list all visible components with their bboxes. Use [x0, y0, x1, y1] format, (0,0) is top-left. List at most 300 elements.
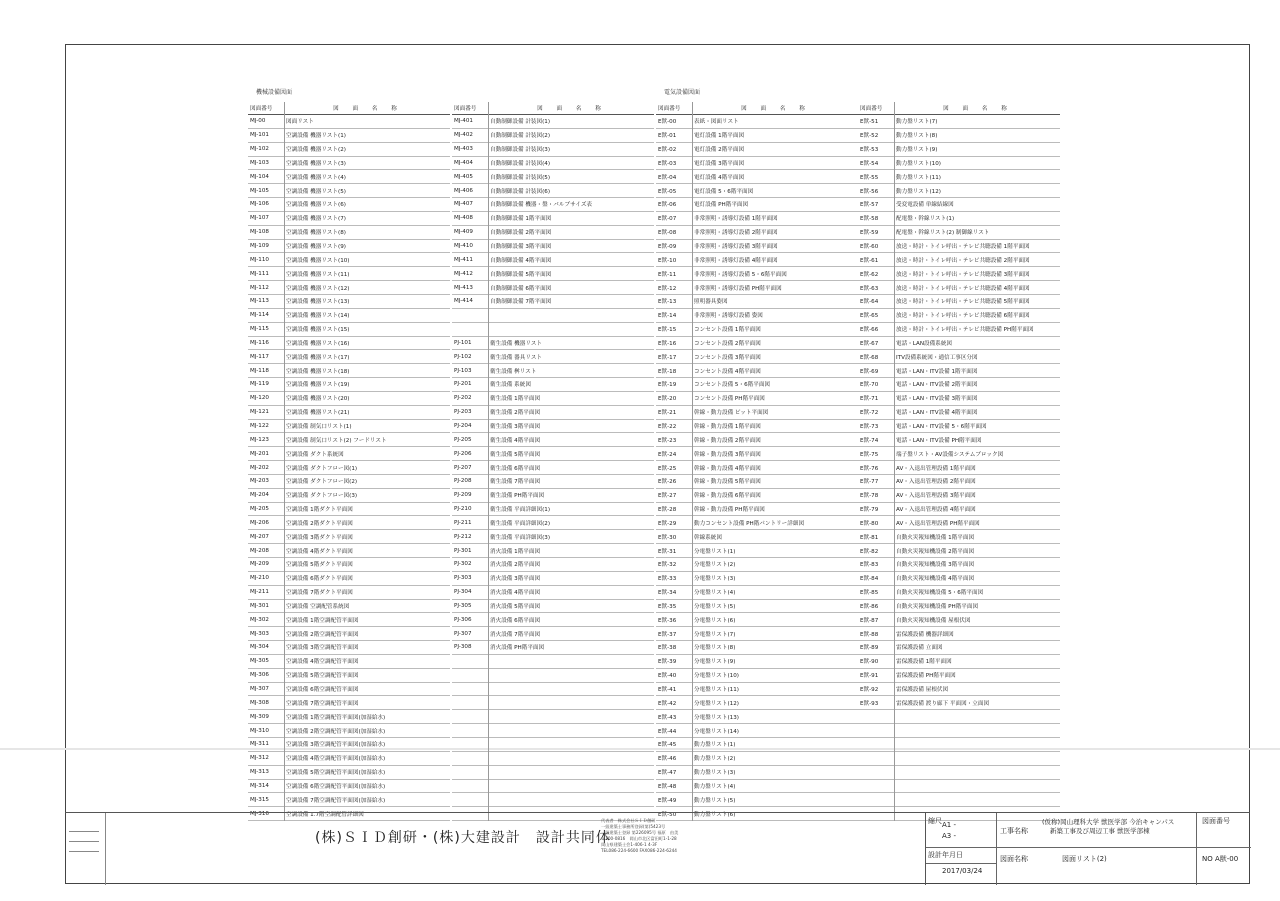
drawing-number-cell: PJ-207 — [454, 464, 472, 471]
table-row — [858, 641, 1060, 655]
table-row — [452, 738, 654, 752]
drawing-number-cell: MJ-204 — [250, 492, 269, 499]
drawing-name-cell: 空調設備 1.7階空調配管詳細図 — [286, 811, 364, 818]
drawing-name-cell: 図面リスト — [286, 119, 314, 126]
table-row — [858, 710, 1060, 724]
drawing-name-cell: ITV設備系統図・通信工事区分図 — [896, 354, 978, 361]
drawing-number-cell: MJ-110 — [250, 256, 269, 263]
drawing-name-cell: コンセント設備 2階平面図 — [694, 340, 761, 347]
drawing-name-cell: 電灯設備 2階平面図 — [694, 147, 745, 154]
drawing-name-cell: 空調設備 機器リスト(12) — [286, 285, 350, 292]
drawing-number-cell: E獣-21 — [658, 410, 677, 417]
table-row — [248, 503, 450, 517]
drawing-number-cell: PJ-304 — [454, 589, 472, 596]
drawing-number-cell: MJ-114 — [250, 312, 269, 319]
table-row — [858, 724, 1060, 738]
drawing-number-cell: MJ-305 — [250, 658, 269, 665]
drawing-name-cell: 空調設備 7階空調配管平面図 — [286, 700, 359, 707]
drawing-name-cell: コンセント設備 4階平面図 — [694, 368, 761, 375]
table-row — [452, 295, 654, 309]
drawing-name-cell: 電話・LAN設備系統図 — [896, 340, 953, 347]
drawing-name-cell: 電話・LAN・ITV設備 1階平面図 — [896, 368, 978, 375]
table-row — [248, 558, 450, 572]
drawing-name-cell: 消火設備 2階平面図 — [490, 562, 541, 569]
drawing-number-cell: MJ-123 — [250, 436, 269, 443]
table-row — [858, 198, 1060, 212]
drawing-number-cell: PJ-305 — [454, 602, 472, 609]
drawing-name-cell: 動力盤リスト(10) — [896, 160, 941, 167]
table-row — [656, 544, 858, 558]
drawing-name-cell: 分電盤リスト(3) — [694, 576, 736, 583]
header-name: 図 面 名 称 — [741, 106, 811, 112]
table-row — [858, 226, 1060, 240]
drawing-number-cell: MJ-115 — [250, 326, 269, 333]
drawing-name-cell: 放送・時計・トイレ呼出・テレビ共聴設備 5階平面図 — [896, 299, 1030, 306]
column-divider — [894, 102, 895, 821]
list-column-1 — [248, 102, 450, 821]
drawing-name-cell: 分電盤リスト(1) — [694, 548, 736, 555]
drawing-number-cell: PJ-206 — [454, 450, 472, 457]
drawing-name-cell: 衛生設備 平面詳細図(2) — [490, 520, 551, 527]
table-row — [248, 710, 450, 724]
table-row — [248, 544, 450, 558]
drawing-name-cell: 空調設備 5階空調配管平面図 — [286, 673, 359, 680]
drawing-name-cell: AV・入退出管理設備 4階平面図 — [896, 507, 976, 514]
drawing-name-cell: 空調設備 制気口リスト(2) フードリスト — [286, 437, 387, 444]
table-row — [248, 253, 450, 267]
table-row — [858, 267, 1060, 281]
drawing-name-cell: 放送・時計・トイレ呼出・テレビ共聴設備 PH階平面図 — [896, 327, 1034, 334]
drawing-name-cell: 空調設備 機器リスト(5) — [286, 188, 346, 195]
drawing-number-cell: E獣-29 — [658, 520, 677, 527]
drawing-number-cell: PJ-209 — [454, 492, 472, 499]
column-divider — [692, 102, 693, 821]
table-row — [858, 115, 1060, 129]
company-name: (株)ＳＩＤ創研・(株)大建設計 設計共同体 — [315, 830, 611, 846]
table-row — [452, 572, 654, 586]
table-row — [248, 793, 450, 807]
table-row — [248, 752, 450, 766]
drawing-name-cell: 空調設備 機器リスト(10) — [286, 257, 350, 264]
drawing-name-cell: 非常照明・誘導灯設備 5・6階平面図 — [694, 271, 787, 278]
drawing-name-cell: 放送・時計・トイレ呼出・テレビ共聴設備 3階平面図 — [896, 271, 1030, 278]
drawing-name-cell: 空調設備 機器リスト(11) — [286, 271, 350, 278]
table-row — [452, 392, 654, 406]
drawing-name-cell: 消火設備 PH階平面図 — [490, 645, 545, 652]
mechanical-section-title: 機械設備図面 — [256, 89, 293, 96]
drawing-number-cell: E獣-03 — [658, 160, 677, 167]
drawing-name-cell: 空調設備 機器リスト(17) — [286, 354, 350, 361]
drawing-name-cell: 自動制御設備 計装図(4) — [490, 160, 551, 167]
header-number: 図面番号 — [860, 106, 883, 112]
drawing-name-cell: 自動制御設備 4階平面図 — [490, 257, 552, 264]
drawing-number-cell: E獣-77 — [860, 479, 879, 486]
table-row — [248, 627, 450, 641]
drawing-number-cell: PJ-204 — [454, 422, 472, 429]
drawing-number-cell: E獣-56 — [860, 188, 879, 195]
table-row — [858, 655, 1060, 669]
drawing-number-cell: E獣-85 — [860, 590, 879, 597]
drawing-number-cell: PJ-302 — [454, 561, 472, 568]
table-row — [656, 198, 858, 212]
table-row — [452, 503, 654, 517]
table-row — [656, 378, 858, 392]
drawing-number-cell: E獣-11 — [658, 271, 677, 278]
table-row — [858, 475, 1060, 489]
drawing-name-cell: 電話・LAN・ITV設備 5・6階平面図 — [896, 423, 987, 430]
drawing-number-label: 図面番号 — [1202, 817, 1230, 825]
drawing-number: NO A獣-00 — [1202, 855, 1239, 863]
drawing-number-cell: PJ-103 — [454, 367, 472, 374]
drawing-number-cell: E獣-49 — [658, 797, 677, 804]
drawing-number-cell: E獣-28 — [658, 507, 677, 514]
table-row — [656, 489, 858, 503]
table-row — [452, 378, 654, 392]
drawing-number-cell: E獣-70 — [860, 382, 879, 389]
drawing-number-cell: E獣-66 — [860, 327, 879, 334]
drawing-name-cell: 動力盤リスト(11) — [896, 174, 941, 181]
table-row — [248, 170, 450, 184]
drawing-number-cell: E獣-02 — [658, 147, 677, 154]
drawing-number-cell: E獣-30 — [658, 534, 677, 541]
drawing-number-cell: E獣-71 — [860, 396, 879, 403]
table-row — [858, 738, 1060, 752]
list-column-2 — [452, 102, 654, 821]
drawing-number-cell: E獣-55 — [860, 174, 879, 181]
drawing-number-cell: E獣-73 — [860, 423, 879, 430]
drawing-number-cell: PJ-210 — [454, 506, 472, 513]
table-row — [656, 655, 858, 669]
drawing-number-cell: E獣-87 — [860, 617, 879, 624]
drawing-name-cell: 分電盤リスト(10) — [694, 673, 739, 680]
table-row — [858, 350, 1060, 364]
drawing-number-cell: MJ-402 — [454, 132, 473, 139]
drawing-name-cell: 分電盤リスト(7) — [694, 631, 736, 638]
drawing-number-cell: MJ-108 — [250, 229, 269, 236]
table-row — [858, 516, 1060, 530]
drawing-name-cell: 空調設備 3階空調配管平面図(加湿給水) — [286, 742, 386, 749]
table-row — [248, 780, 450, 794]
drawing-name-cell: 照明器具姿図 — [694, 299, 728, 306]
table-row — [248, 683, 450, 697]
table-row — [858, 793, 1060, 807]
drawing-number-cell: E獣-20 — [658, 396, 677, 403]
drawing-number-cell: E獣-63 — [860, 285, 879, 292]
drawing-number-cell: E獣-35 — [658, 603, 677, 610]
drawing-number-cell: MJ-408 — [454, 215, 473, 222]
drawing-number-cell: E獣-43 — [658, 714, 677, 721]
drawing-name-cell: 放送・時計・トイレ呼出・テレビ共聴設備 2階平面図 — [896, 257, 1030, 264]
drawing-name-cell: 衛生設備 1階平面図 — [490, 396, 541, 403]
table-row — [858, 253, 1060, 267]
table-row — [248, 184, 450, 198]
drawing-name-cell: 衛生設備 4階平面図 — [490, 437, 541, 444]
scale-a3: A3 - — [942, 832, 956, 840]
table-row — [248, 461, 450, 475]
drawing-name-cell: 雷保護設備 立面図 — [896, 645, 943, 652]
drawing-name-cell: 消火設備 6階平面図 — [490, 617, 541, 624]
table-row — [858, 378, 1060, 392]
drawing-name-cell: 衛生設備 平面詳細図(1) — [490, 507, 551, 514]
table-row — [248, 433, 450, 447]
header-number: 図面番号 — [454, 106, 477, 112]
drawing-number-cell: E獣-74 — [860, 437, 879, 444]
table-row — [248, 392, 450, 406]
table-row — [452, 613, 654, 627]
drawing-name-cell: コンセント設備 5・6階平面図 — [694, 382, 771, 389]
drawing-number-cell: MJ-414 — [454, 298, 473, 305]
table-row — [248, 323, 450, 337]
drawing-number-cell: E獣-76 — [860, 465, 879, 472]
drawing-name-cell: 空調設備 機器リスト(18) — [286, 368, 350, 375]
table-row — [248, 586, 450, 600]
drawing-number-cell: MJ-302 — [250, 616, 269, 623]
table-row — [452, 586, 654, 600]
drawing-name-cell: 空調設備 機器リスト(9) — [286, 244, 346, 251]
table-row — [858, 406, 1060, 420]
drawing-number-cell: MJ-203 — [250, 478, 269, 485]
table-row — [452, 655, 654, 669]
drawing-number-cell: MJ-411 — [454, 256, 473, 263]
drawing-number-cell: MJ-312 — [250, 755, 269, 762]
drawing-name-cell: 衛生設備 6階平面図 — [490, 465, 541, 472]
column-divider — [284, 102, 285, 821]
drawing-name-cell: 幹線・動力設備 6階平面図 — [694, 493, 761, 500]
table-row — [858, 503, 1060, 517]
drawing-name-cell: 分電盤リスト(12) — [694, 700, 739, 707]
drawing-name-cell: 空調設備 機器リスト(6) — [286, 202, 346, 209]
drawing-number-cell: MJ-207 — [250, 533, 269, 540]
revision-box — [65, 813, 106, 885]
drawing-name-cell: 空調設備 3階空調配管平面図 — [286, 645, 359, 652]
table-row — [248, 600, 450, 614]
drawing-name-cell: 空調設備 7階空調配管平面図(加湿給水) — [286, 797, 386, 804]
table-row — [248, 655, 450, 669]
drawing-number-cell: MJ-202 — [250, 464, 269, 471]
table-row — [452, 350, 654, 364]
drawing-number-cell: E獣-75 — [860, 451, 879, 458]
column-header — [452, 102, 654, 115]
drawing-name-cell: 空調設備 2階空調配管平面図 — [286, 631, 359, 638]
table-row — [656, 586, 858, 600]
drawing-number-cell: E獣-48 — [658, 783, 677, 790]
table-row — [656, 267, 858, 281]
table-row — [452, 793, 654, 807]
drawing-name-cell: 端子盤リスト・AV設備システムブロック図 — [896, 451, 1004, 458]
table-row — [858, 170, 1060, 184]
drawing-name-cell: 配電盤・幹線リスト(1) — [896, 216, 955, 223]
table-row — [656, 226, 858, 240]
drawing-number-cell: E獣-37 — [658, 631, 677, 638]
drawing-number-cell: MJ-403 — [454, 146, 473, 153]
drawing-number-cell: E獣-24 — [658, 451, 677, 458]
table-row — [248, 267, 450, 281]
table-row — [656, 406, 858, 420]
drawing-name-cell: 分電盤リスト(4) — [694, 590, 736, 597]
drawing-number-cell: MJ-00 — [250, 118, 266, 125]
drawing-name-cell: 空調設備 制気口リスト(1) — [286, 423, 352, 430]
table-row — [248, 364, 450, 378]
drawing-number-cell: MJ-413 — [454, 284, 473, 291]
drawing-name-cell: 自動制御設備 7階平面図 — [490, 299, 552, 306]
drawing-name-cell: 空調設備 4階ダクト平面図 — [286, 548, 353, 555]
drawing-name-cell: 空調設備 4階空調配管平面図 — [286, 659, 359, 666]
drawing-name-cell: 自動制御設備 3階平面図 — [490, 244, 552, 251]
drawing-name-cell: 受変電設備 単線結線図 — [896, 202, 954, 209]
drawing-number-cell: MJ-304 — [250, 644, 269, 651]
drawing-number-cell: E獣-72 — [860, 410, 879, 417]
table-row — [248, 406, 450, 420]
table-row — [656, 295, 858, 309]
drawing-number-cell: E獣-50 — [658, 811, 677, 818]
drawing-name-cell: 自動火災報知機設備 2階平面図 — [896, 548, 975, 555]
table-row — [858, 212, 1060, 226]
table-row — [248, 337, 450, 351]
table-row — [656, 461, 858, 475]
drawing-number-cell: MJ-307 — [250, 686, 269, 693]
drawing-name-cell: 空調設備 機器リスト(3) — [286, 160, 346, 167]
table-row — [452, 780, 654, 794]
drawing-name-label: 図面名称 — [1000, 855, 1028, 863]
drawing-number-cell: MJ-405 — [454, 173, 473, 180]
drawing-number-cell: PJ-205 — [454, 436, 472, 443]
drawing-name-cell: 自動制御設備 機器・盤・バルブサイズ表 — [490, 202, 593, 209]
table-row — [858, 392, 1060, 406]
table-row — [656, 558, 858, 572]
table-row — [248, 475, 450, 489]
drawing-name-cell: 動力盤リスト(2) — [694, 756, 736, 763]
drawing-name-cell: 幹線・動力設備 1階平面図 — [694, 423, 761, 430]
table-row — [656, 738, 858, 752]
table-row — [248, 738, 450, 752]
table-row — [656, 212, 858, 226]
drawing-number-cell: E獣-46 — [658, 756, 677, 763]
table-row — [452, 710, 654, 724]
drawing-number-cell: PJ-306 — [454, 616, 472, 623]
table-row — [858, 586, 1060, 600]
drawing-number-cell: MJ-109 — [250, 243, 269, 250]
drawing-number-cell: E獣-58 — [860, 216, 879, 223]
table-row — [858, 240, 1060, 254]
drawing-number-cell: E獣-40 — [658, 673, 677, 680]
drawing-name-cell: 放送・時計・トイレ呼出・テレビ共聴設備 1階平面図 — [896, 244, 1030, 251]
table-row — [656, 337, 858, 351]
drawing-name-cell: 自動火災報知機設備 3階平面図 — [896, 562, 975, 569]
table-row — [656, 683, 858, 697]
drawing-name-cell: 自動制御設備 計装図(2) — [490, 133, 551, 140]
drawing-number-cell: MJ-205 — [250, 506, 269, 513]
table-row — [656, 184, 858, 198]
table-row — [248, 516, 450, 530]
drawing-name-cell: 消火設備 5階平面図 — [490, 603, 541, 610]
drawing-name-cell: 自動火災報知機設備 屋根伏図 — [896, 617, 971, 624]
drawing-name-cell: 衛生設備 器具リスト — [490, 354, 543, 361]
drawing-name-cell: 空調設備 6階空調配管平面図 — [286, 687, 359, 694]
drawing-number-cell: MJ-404 — [454, 159, 473, 166]
drawing-name-cell: 幹線・動力設備 3階平面図 — [694, 451, 761, 458]
drawing-number-cell: E獣-13 — [658, 299, 677, 306]
drawing-number-cell: E獣-57 — [860, 202, 879, 209]
table-row — [656, 392, 858, 406]
drawing-name-cell: 空調設備 機器リスト(19) — [286, 382, 350, 389]
drawing-name-cell: 放送・時計・トイレ呼出・テレビ共聴設備 4階平面図 — [896, 285, 1030, 292]
drawing-name-cell: 電灯設備 3階平面図 — [694, 160, 745, 167]
drawing-name-cell: 衛生設備 平面詳細図(3) — [490, 534, 551, 541]
drawing-number-cell: E獣-69 — [860, 368, 879, 375]
table-row — [656, 793, 858, 807]
drawing-name-cell: 空調設備 6階ダクト平面図 — [286, 576, 353, 583]
drawing-name-cell: 空調設備 4階空調配管平面図(加湿給水) — [286, 756, 386, 763]
table-row — [452, 696, 654, 710]
table-row — [656, 129, 858, 143]
table-row — [858, 544, 1060, 558]
drawing-name-cell: 自動制御設備 6階平面図 — [490, 285, 552, 292]
drawing-name: 図面リスト(2) — [1062, 855, 1107, 863]
table-row — [656, 364, 858, 378]
table-row — [858, 433, 1060, 447]
table-row — [656, 143, 858, 157]
table-row — [656, 503, 858, 517]
table-row — [452, 115, 654, 129]
drawing-number-cell: E獣-38 — [658, 645, 677, 652]
drawing-name-cell: 空調設備 機器リスト(15) — [286, 327, 350, 334]
table-row — [452, 364, 654, 378]
drawing-number-cell: MJ-107 — [250, 215, 269, 222]
table-row — [858, 157, 1060, 171]
drawing-number-cell: MJ-314 — [250, 782, 269, 789]
table-row — [858, 558, 1060, 572]
drawing-name-cell: 消火設備 7階平面図 — [490, 631, 541, 638]
drawing-name-cell: 空調設備 機器リスト(21) — [286, 410, 350, 417]
drawing-name-cell: 空調設備 2階空調配管平面図(加湿給水) — [286, 728, 386, 735]
drawing-number-cell: E獣-82 — [860, 548, 879, 555]
table-row — [452, 170, 654, 184]
drawing-name-cell: 衛生設備 3階平面図 — [490, 423, 541, 430]
drawing-number-cell: E獣-17 — [658, 354, 677, 361]
drawing-name-cell: 電話・LAN・ITV設備 4階平面図 — [896, 410, 978, 417]
drawing-name-cell: 自動制御設備 計装図(3) — [490, 147, 551, 154]
column-header — [858, 102, 1060, 115]
drawing-number-cell: E獣-65 — [860, 313, 879, 320]
project-name-line2: 新築工事及び周辺工事 獣医学部棟 — [1050, 827, 1150, 835]
drawing-name-cell: 幹線・動力設備 4階平面図 — [694, 465, 761, 472]
drawing-number-cell: E獣-16 — [658, 340, 677, 347]
drawing-number-cell: MJ-210 — [250, 575, 269, 582]
drawing-name-cell: 動力盤リスト(9) — [896, 147, 938, 154]
drawing-number-cell: MJ-117 — [250, 353, 269, 360]
drawing-number-cell: MJ-311 — [250, 741, 269, 748]
drawing-name-cell: 自動火災報知機設備 1階平面図 — [896, 534, 975, 541]
drawing-number-cell: E獣-90 — [860, 659, 879, 666]
drawing-number-cell: MJ-206 — [250, 519, 269, 526]
table-row — [452, 267, 654, 281]
drawing-number-cell: E獣-14 — [658, 313, 677, 320]
drawing-number-cell: E獣-09 — [658, 244, 677, 251]
drawing-number-cell: E獣-78 — [860, 493, 879, 500]
table-row — [248, 378, 450, 392]
drawing-name-cell: 動力盤リスト(12) — [896, 188, 941, 195]
drawing-name-cell: 自動制御設備 計装図(5) — [490, 174, 551, 181]
drawing-number-cell: E獣-10 — [658, 257, 677, 264]
drawing-number-cell: E獣-51 — [860, 119, 879, 126]
drawing-name-cell: 雷保護設備 機器詳細図 — [896, 631, 954, 638]
drawing-name-cell: 衛生設備 PH階平面図 — [490, 493, 545, 500]
table-row — [858, 683, 1060, 697]
drawing-name-cell: 自動制御設備 5階平面図 — [490, 271, 552, 278]
table-row — [858, 295, 1060, 309]
table-row — [452, 724, 654, 738]
drawing-number-cell: E獣-22 — [658, 423, 677, 430]
